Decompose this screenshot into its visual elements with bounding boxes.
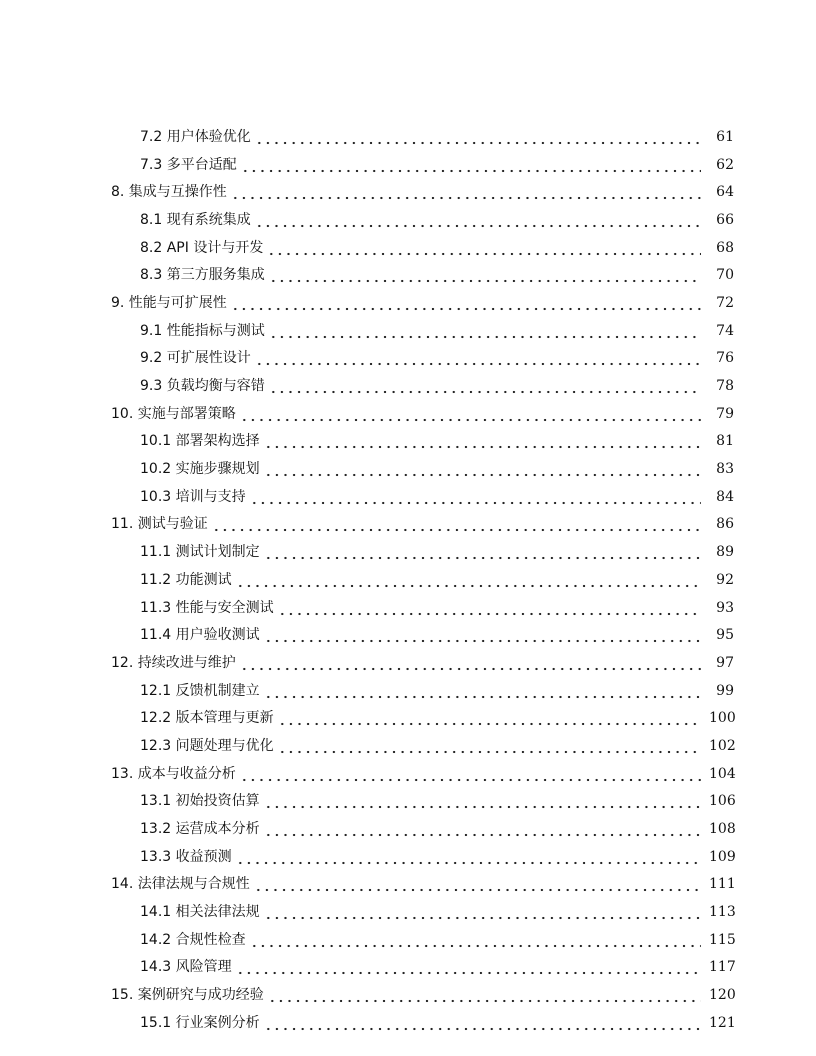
dot-leader xyxy=(240,408,701,422)
toc-subsection-entry[interactable] xyxy=(0,898,816,926)
toc-subsection-entry[interactable] xyxy=(0,151,816,179)
dot-leader xyxy=(278,740,701,754)
toc-entry-page-number: 117 xyxy=(709,959,736,976)
dot-leader xyxy=(231,297,701,311)
toc-entry-title: 13.1 初始投资估算 xyxy=(140,793,260,810)
toc-entry-title: 13.2 运营成本分析 xyxy=(140,821,260,838)
dot-leader xyxy=(269,325,701,339)
toc-entry-page-number: 83 xyxy=(716,461,734,478)
toc-entry-page-number: 66 xyxy=(716,211,734,228)
toc-entry-title: 10.3 培训与支持 xyxy=(140,488,246,505)
dot-leader xyxy=(250,934,701,948)
toc-entry-title: 8. 集成与互操作性 xyxy=(111,184,227,201)
dot-leader xyxy=(264,1017,701,1031)
toc-entry-title: 11.3 性能与安全测试 xyxy=(140,599,274,616)
dot-leader xyxy=(254,878,701,892)
toc-entry-title: 15. 案例研究与成功经验 xyxy=(111,987,264,1004)
toc-entry-page-number: 92 xyxy=(716,571,734,588)
toc-entry-title: 10.2 实施步骤规划 xyxy=(140,461,260,478)
toc-entry-title: 11.2 功能测试 xyxy=(140,571,232,588)
toc-entry-title: 15.1 行业案例分析 xyxy=(140,1014,260,1031)
toc-section-entry[interactable] xyxy=(0,649,816,677)
dot-leader xyxy=(255,214,701,228)
dot-leader xyxy=(278,712,701,726)
toc-subsection-entry[interactable] xyxy=(0,123,816,151)
toc-entry-title: 11.4 用户验收测试 xyxy=(140,627,260,644)
dot-leader xyxy=(264,823,701,837)
toc-subsection-entry[interactable] xyxy=(0,677,816,705)
toc-entry-page-number: 93 xyxy=(716,599,734,616)
toc-section-entry[interactable] xyxy=(0,289,816,317)
toc-entry-page-number: 100 xyxy=(709,710,736,727)
toc-entry-page-number: 79 xyxy=(716,405,734,422)
toc-entry-page-number: 113 xyxy=(709,904,736,921)
toc-subsection-entry[interactable] xyxy=(0,732,816,760)
toc-entry-page-number: 97 xyxy=(716,654,734,671)
toc-entry-page-number: 76 xyxy=(716,350,734,367)
toc-entry-title: 9. 性能与可扩展性 xyxy=(111,294,227,311)
toc-entry-page-number: 64 xyxy=(716,184,734,201)
toc-entry-page-number: 72 xyxy=(716,294,734,311)
toc-subsection-entry[interactable] xyxy=(0,483,816,511)
toc-subsection-entry[interactable] xyxy=(0,843,816,871)
toc-subsection-entry[interactable] xyxy=(0,234,816,262)
dot-leader xyxy=(240,657,701,671)
toc-entry-page-number: 109 xyxy=(709,848,736,865)
toc-subsection-entry[interactable] xyxy=(0,1009,816,1037)
toc-entry-title: 8.1 现有系统集成 xyxy=(140,211,251,228)
dot-leader xyxy=(269,380,701,394)
table-of-contents xyxy=(0,123,816,1037)
toc-entry-page-number: 86 xyxy=(716,516,734,533)
toc-entry-title: 14. 法律法规与合规性 xyxy=(111,876,250,893)
dot-leader xyxy=(269,269,701,283)
toc-entry-page-number: 81 xyxy=(716,433,734,450)
toc-subsection-entry[interactable] xyxy=(0,954,816,982)
toc-section-entry[interactable] xyxy=(0,178,816,206)
toc-entry-page-number: 84 xyxy=(716,488,734,505)
toc-entry-title: 10. 实施与部署策略 xyxy=(111,405,236,422)
toc-entry-page-number: 78 xyxy=(716,378,734,395)
toc-subsection-entry[interactable] xyxy=(0,788,816,816)
dot-leader xyxy=(264,546,701,560)
toc-entry-page-number: 68 xyxy=(716,239,734,256)
toc-subsection-entry[interactable] xyxy=(0,345,816,373)
toc-subsection-entry[interactable] xyxy=(0,926,816,954)
dot-leader xyxy=(278,602,701,616)
toc-section-entry[interactable] xyxy=(0,760,816,788)
dot-leader xyxy=(268,989,701,1003)
toc-entry-page-number: 115 xyxy=(709,931,736,948)
dot-leader xyxy=(264,463,701,477)
toc-entry-title: 11.1 测试计划制定 xyxy=(140,544,260,561)
toc-entry-title: 12.1 反馈机制建立 xyxy=(140,682,260,699)
dot-leader xyxy=(250,491,701,505)
toc-section-entry[interactable] xyxy=(0,871,816,899)
toc-entry-title: 7.2 用户体验优化 xyxy=(140,128,251,145)
dot-leader xyxy=(236,574,701,588)
dot-leader xyxy=(236,851,701,865)
toc-section-entry[interactable] xyxy=(0,400,816,428)
toc-entry-page-number: 108 xyxy=(709,821,736,838)
dot-leader xyxy=(236,961,701,975)
toc-entry-page-number: 95 xyxy=(716,627,734,644)
toc-entry-title: 12.3 问题处理与优化 xyxy=(140,737,274,754)
dot-leader xyxy=(255,352,701,366)
toc-entry-title: 11. 测试与验证 xyxy=(111,516,208,533)
toc-entry-title: 13.3 收益预测 xyxy=(140,848,232,865)
dot-leader xyxy=(264,795,701,809)
toc-entry-title: 12. 持续改进与维护 xyxy=(111,654,236,671)
toc-entry-title: 9.3 负载均衡与容错 xyxy=(140,378,265,395)
dot-leader xyxy=(255,131,701,145)
toc-subsection-entry[interactable] xyxy=(0,594,816,622)
toc-entry-page-number: 106 xyxy=(709,793,736,810)
toc-entry-title: 12.2 版本管理与更新 xyxy=(140,710,274,727)
toc-entry-page-number: 120 xyxy=(709,987,736,1004)
dot-leader xyxy=(212,518,701,532)
toc-entry-title: 7.3 多平台适配 xyxy=(140,156,237,173)
toc-entry-page-number: 111 xyxy=(709,876,736,893)
toc-entry-title: 13. 成本与收益分析 xyxy=(111,765,236,782)
toc-entry-page-number: 104 xyxy=(709,765,736,782)
dot-leader xyxy=(267,242,701,256)
toc-entry-title: 9.2 可扩展性设计 xyxy=(140,350,251,367)
toc-entry-page-number: 61 xyxy=(716,128,734,145)
toc-section-entry[interactable] xyxy=(0,511,816,539)
toc-section-entry[interactable] xyxy=(0,981,816,1009)
toc-entry-page-number: 89 xyxy=(716,544,734,561)
toc-subsection-entry[interactable] xyxy=(0,206,816,234)
toc-entry-title: 14.1 相关法律法规 xyxy=(140,904,260,921)
toc-entry-title: 10.1 部署架构选择 xyxy=(140,433,260,450)
toc-subsection-entry[interactable] xyxy=(0,428,816,456)
toc-entry-title: 8.3 第三方服务集成 xyxy=(140,267,265,284)
toc-subsection-entry[interactable] xyxy=(0,372,816,400)
dot-leader xyxy=(264,629,701,643)
dot-leader xyxy=(264,906,701,920)
toc-subsection-entry[interactable] xyxy=(0,317,816,345)
toc-entry-title: 14.3 风险管理 xyxy=(140,959,232,976)
dot-leader xyxy=(264,435,701,449)
toc-subsection-entry[interactable] xyxy=(0,566,816,594)
toc-entry-title: 8.2 API 设计与开发 xyxy=(140,239,264,256)
toc-entry-page-number: 102 xyxy=(709,737,736,754)
dot-leader xyxy=(264,685,701,699)
toc-entry-page-number: 99 xyxy=(716,682,734,699)
dot-leader xyxy=(231,186,701,200)
dot-leader xyxy=(241,159,701,173)
toc-subsection-entry[interactable] xyxy=(0,538,816,566)
toc-subsection-entry[interactable] xyxy=(0,704,816,732)
toc-subsection-entry[interactable] xyxy=(0,261,816,289)
dot-leader xyxy=(240,768,701,782)
toc-entry-page-number: 74 xyxy=(716,322,734,339)
toc-subsection-entry[interactable] xyxy=(0,815,816,843)
toc-subsection-entry[interactable] xyxy=(0,621,816,649)
toc-entry-title: 14.2 合规性检查 xyxy=(140,931,246,948)
toc-entry-page-number: 70 xyxy=(716,267,734,284)
toc-entry-page-number: 62 xyxy=(716,156,734,173)
toc-entry-page-number: 121 xyxy=(709,1014,736,1031)
toc-entry-title: 9.1 性能指标与测试 xyxy=(140,322,265,339)
toc-subsection-entry[interactable] xyxy=(0,455,816,483)
